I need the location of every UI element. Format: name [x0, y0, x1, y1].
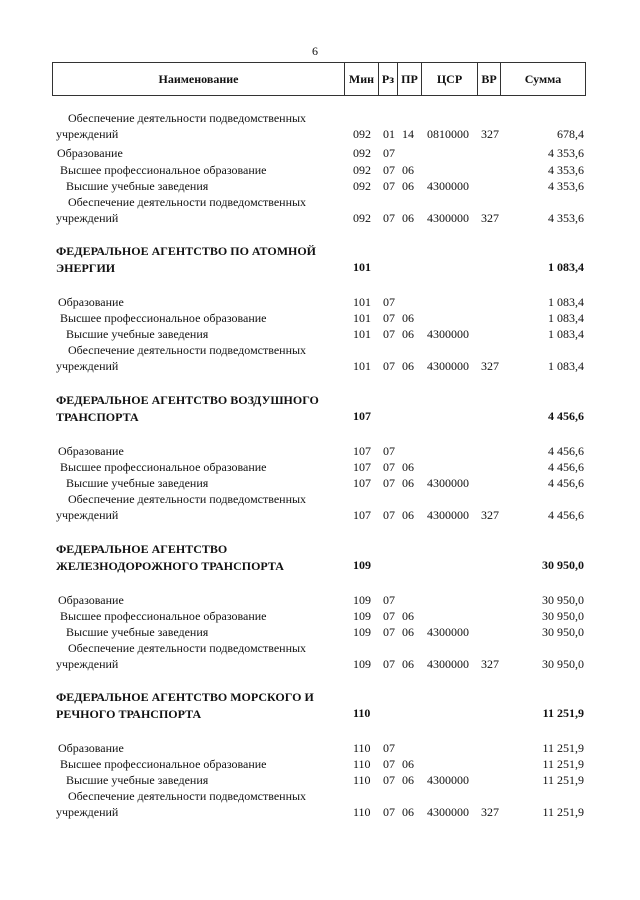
- row-min: 101: [353, 311, 371, 325]
- header-name: Наименование: [53, 63, 345, 95]
- row-sum: 1 083,4: [548, 327, 584, 341]
- agency-total: 11 251,9: [542, 706, 584, 720]
- row-sum: 30 950,0: [542, 593, 584, 607]
- row-pr: 06: [402, 179, 414, 193]
- row-rz: 07: [383, 311, 395, 325]
- row-name: учреждений: [56, 508, 119, 522]
- table-row: [0, 656, 640, 672]
- row-min: 101: [353, 327, 371, 341]
- row-name: Высшие учебные заведения: [66, 476, 209, 490]
- row-rz: 07: [383, 211, 395, 225]
- row-min: 107: [353, 460, 371, 474]
- page-number: 6: [312, 44, 318, 58]
- row-csr: 4300000: [427, 625, 469, 639]
- header-pr: ПР: [398, 63, 422, 95]
- row-vr: 327: [481, 508, 499, 522]
- row-pr: 06: [402, 508, 414, 522]
- row-min: 107: [353, 444, 371, 458]
- header-min: Мин: [345, 63, 379, 95]
- row-rz: 07: [383, 805, 395, 819]
- row-pr: 06: [402, 311, 414, 325]
- agency-title-line1: ФЕДЕРАЛЬНОЕ АГЕНТСТВО ПО АТОМНОЙ: [56, 244, 317, 258]
- table-row: [0, 507, 640, 523]
- table-row: [0, 358, 640, 374]
- row-min: 107: [353, 508, 371, 522]
- row-csr: 4300000: [427, 773, 469, 787]
- row-vr: 327: [481, 127, 499, 141]
- row-csr: 4300000: [427, 508, 469, 522]
- row-rz: 07: [383, 179, 395, 193]
- table-row: [0, 294, 640, 310]
- row-min: 110: [353, 757, 371, 771]
- row-sum: 30 950,0: [542, 657, 584, 671]
- row-sum: 30 950,0: [542, 609, 584, 623]
- row-rz: 07: [383, 295, 395, 309]
- table-row: [0, 194, 640, 210]
- table-row: [0, 443, 640, 459]
- row-name: Высшее профессиональное образование: [60, 757, 267, 771]
- row-name: Высшие учебные заведения: [66, 179, 209, 193]
- agency-total: 1 083,4: [548, 260, 584, 274]
- row-min: 110: [353, 805, 371, 819]
- row-min: 107: [353, 476, 371, 490]
- row-rz: 07: [383, 359, 395, 373]
- table-row: [0, 126, 640, 142]
- agency-title-line2: ЖЕЛЕЗНОДОРОЖНОГО ТРАНСПОРТА: [56, 559, 284, 573]
- row-name: Высшее профессиональное образование: [60, 311, 267, 325]
- row-min: 092: [353, 211, 371, 225]
- row-rz: 07: [383, 773, 395, 787]
- row-rz: 07: [383, 508, 395, 522]
- row-rz: 07: [383, 146, 395, 160]
- row-pr: 06: [402, 773, 414, 787]
- row-name: учреждений: [56, 211, 119, 225]
- row-rz: 07: [383, 741, 395, 755]
- table-row: [0, 788, 640, 804]
- row-name: Образование: [58, 444, 124, 458]
- table-row: [0, 772, 640, 788]
- table-row: [0, 756, 640, 772]
- row-pr: 06: [402, 327, 414, 341]
- row-name: Обеспечение деятельности подведомственных: [68, 343, 307, 357]
- agency-min: 107: [353, 409, 371, 423]
- row-rz: 07: [383, 593, 395, 607]
- agency-title-line1: ФЕДЕРАЛЬНОЕ АГЕНТСТВО ВОЗДУШНОГО: [56, 393, 319, 407]
- table-row: [0, 608, 640, 624]
- agency-min: 109: [353, 558, 371, 572]
- row-name: Высшее профессиональное образование: [60, 609, 267, 623]
- table-row: [0, 310, 640, 326]
- row-sum: 4 456,6: [548, 476, 584, 490]
- row-sum: 4 353,6: [548, 211, 584, 225]
- row-name: Образование: [58, 593, 124, 607]
- row-name: учреждений: [56, 359, 119, 373]
- agency-total-row: [0, 557, 640, 573]
- row-min: 092: [353, 127, 371, 141]
- row-sum: 4 353,6: [548, 163, 584, 177]
- row-min: 109: [353, 625, 371, 639]
- row-rz: 07: [383, 609, 395, 623]
- row-sum: 4 353,6: [548, 146, 584, 160]
- row-pr: 06: [402, 625, 414, 639]
- row-pr: 06: [402, 460, 414, 474]
- table-row: [0, 162, 640, 178]
- row-vr: 327: [481, 359, 499, 373]
- table-row: [0, 145, 640, 161]
- agency-total: 4 456,6: [548, 409, 584, 423]
- row-sum: 30 950,0: [542, 625, 584, 639]
- row-min: 110: [353, 773, 371, 787]
- agency-min: 110: [353, 706, 371, 720]
- agency-total-row: [0, 259, 640, 275]
- agency-total: 30 950,0: [542, 558, 584, 572]
- row-csr: 4300000: [427, 476, 469, 490]
- table-row: [0, 640, 640, 656]
- row-sum: 1 083,4: [548, 359, 584, 373]
- table-header: [52, 62, 586, 96]
- row-csr: 0810000: [427, 127, 469, 141]
- row-sum: 1 083,4: [548, 311, 584, 325]
- row-rz: 07: [383, 327, 395, 341]
- agency-title-line1: ФЕДЕРАЛЬНОЕ АГЕНТСТВО МОРСКОГО И: [56, 690, 314, 704]
- row-csr: 4300000: [427, 327, 469, 341]
- table-row: [0, 178, 640, 194]
- table-row: [0, 459, 640, 475]
- row-min: 092: [353, 163, 371, 177]
- row-pr: 06: [402, 609, 414, 623]
- agency-title-line2: ТРАНСПОРТА: [56, 410, 139, 424]
- row-sum: 4 456,6: [548, 444, 584, 458]
- row-rz: 07: [383, 757, 395, 771]
- row-rz: 07: [383, 476, 395, 490]
- row-min: 101: [353, 359, 371, 373]
- row-name: учреждений: [56, 657, 119, 671]
- row-csr: 4300000: [427, 805, 469, 819]
- row-sum: 1 083,4: [548, 295, 584, 309]
- row-rz: 07: [383, 444, 395, 458]
- row-vr: 327: [481, 657, 499, 671]
- row-name: Обеспечение деятельности подведомственных: [68, 111, 307, 125]
- row-min: 109: [353, 593, 371, 607]
- row-csr: 4300000: [427, 657, 469, 671]
- row-min: 092: [353, 146, 371, 160]
- row-sum: 11 251,9: [542, 773, 584, 787]
- row-name: Обеспечение деятельности подведомственных: [68, 195, 307, 209]
- table-row: [0, 624, 640, 640]
- row-pr: 06: [402, 211, 414, 225]
- header-csr: ЦСР: [422, 63, 478, 95]
- row-name: Высшие учебные заведения: [66, 773, 209, 787]
- row-pr: 06: [402, 359, 414, 373]
- agency-title-line2: РЕЧНОГО ТРАНСПОРТА: [56, 707, 202, 721]
- row-min: 110: [353, 741, 371, 755]
- row-sum: 11 251,9: [542, 757, 584, 771]
- header-sum: Сумма: [524, 71, 562, 86]
- row-pr: 14: [402, 127, 414, 141]
- row-name: Высшие учебные заведения: [66, 625, 209, 639]
- row-rz: 07: [383, 163, 395, 177]
- row-min: 092: [353, 179, 371, 193]
- header-rz: Рз: [379, 63, 398, 95]
- row-sum: 678,4: [557, 127, 584, 141]
- table-row: [0, 210, 640, 226]
- row-sum: 4 353,6: [548, 179, 584, 193]
- row-rz: 07: [383, 625, 395, 639]
- row-name: Образование: [58, 741, 124, 755]
- table-row: [0, 804, 640, 820]
- table-row: [0, 491, 640, 507]
- row-csr: 4300000: [427, 179, 469, 193]
- row-vr: 327: [481, 211, 499, 225]
- row-sum: 11 251,9: [542, 741, 584, 755]
- row-pr: 06: [402, 476, 414, 490]
- row-csr: 4300000: [427, 359, 469, 373]
- row-min: 101: [353, 295, 371, 309]
- row-rz: 01: [383, 127, 395, 141]
- row-sum: 4 456,6: [548, 508, 584, 522]
- row-pr: 06: [402, 163, 414, 177]
- row-name: учреждений: [56, 127, 119, 141]
- row-vr: 327: [481, 805, 499, 819]
- row-name: Образование: [58, 295, 124, 309]
- row-min: 109: [353, 609, 371, 623]
- row-pr: 06: [402, 805, 414, 819]
- row-pr: 06: [402, 657, 414, 671]
- agency-title-line2: ЭНЕРГИИ: [56, 261, 116, 275]
- row-name: Высшее профессиональное образование: [60, 163, 267, 177]
- row-sum: 4 456,6: [548, 460, 584, 474]
- row-min: 109: [353, 657, 371, 671]
- table-row: [0, 110, 640, 126]
- table-row: [0, 326, 640, 342]
- row-name: Обеспечение деятельности подведомственных: [68, 789, 307, 803]
- table-row: [0, 592, 640, 608]
- agency-title-line1: ФЕДЕРАЛЬНОЕ АГЕНТСТВО: [56, 542, 228, 556]
- table-row: [0, 740, 640, 756]
- row-rz: 07: [383, 657, 395, 671]
- row-pr: 06: [402, 757, 414, 771]
- row-sum: 11 251,9: [542, 805, 584, 819]
- row-name: Обеспечение деятельности подведомственных: [68, 492, 307, 506]
- table-row: [0, 475, 640, 491]
- table-row: [0, 342, 640, 358]
- agency-total-row: [0, 705, 640, 721]
- row-name: Образование: [57, 146, 123, 160]
- row-name: учреждений: [56, 805, 119, 819]
- row-name: Высшее профессиональное образование: [60, 460, 267, 474]
- agency-total-row: [0, 408, 640, 424]
- row-rz: 07: [383, 460, 395, 474]
- row-name: Обеспечение деятельности подведомственных: [68, 641, 307, 655]
- agency-min: 101: [353, 260, 371, 274]
- row-csr: 4300000: [427, 211, 469, 225]
- row-name: Высшие учебные заведения: [66, 327, 209, 341]
- header-vr: ВР: [478, 63, 501, 95]
